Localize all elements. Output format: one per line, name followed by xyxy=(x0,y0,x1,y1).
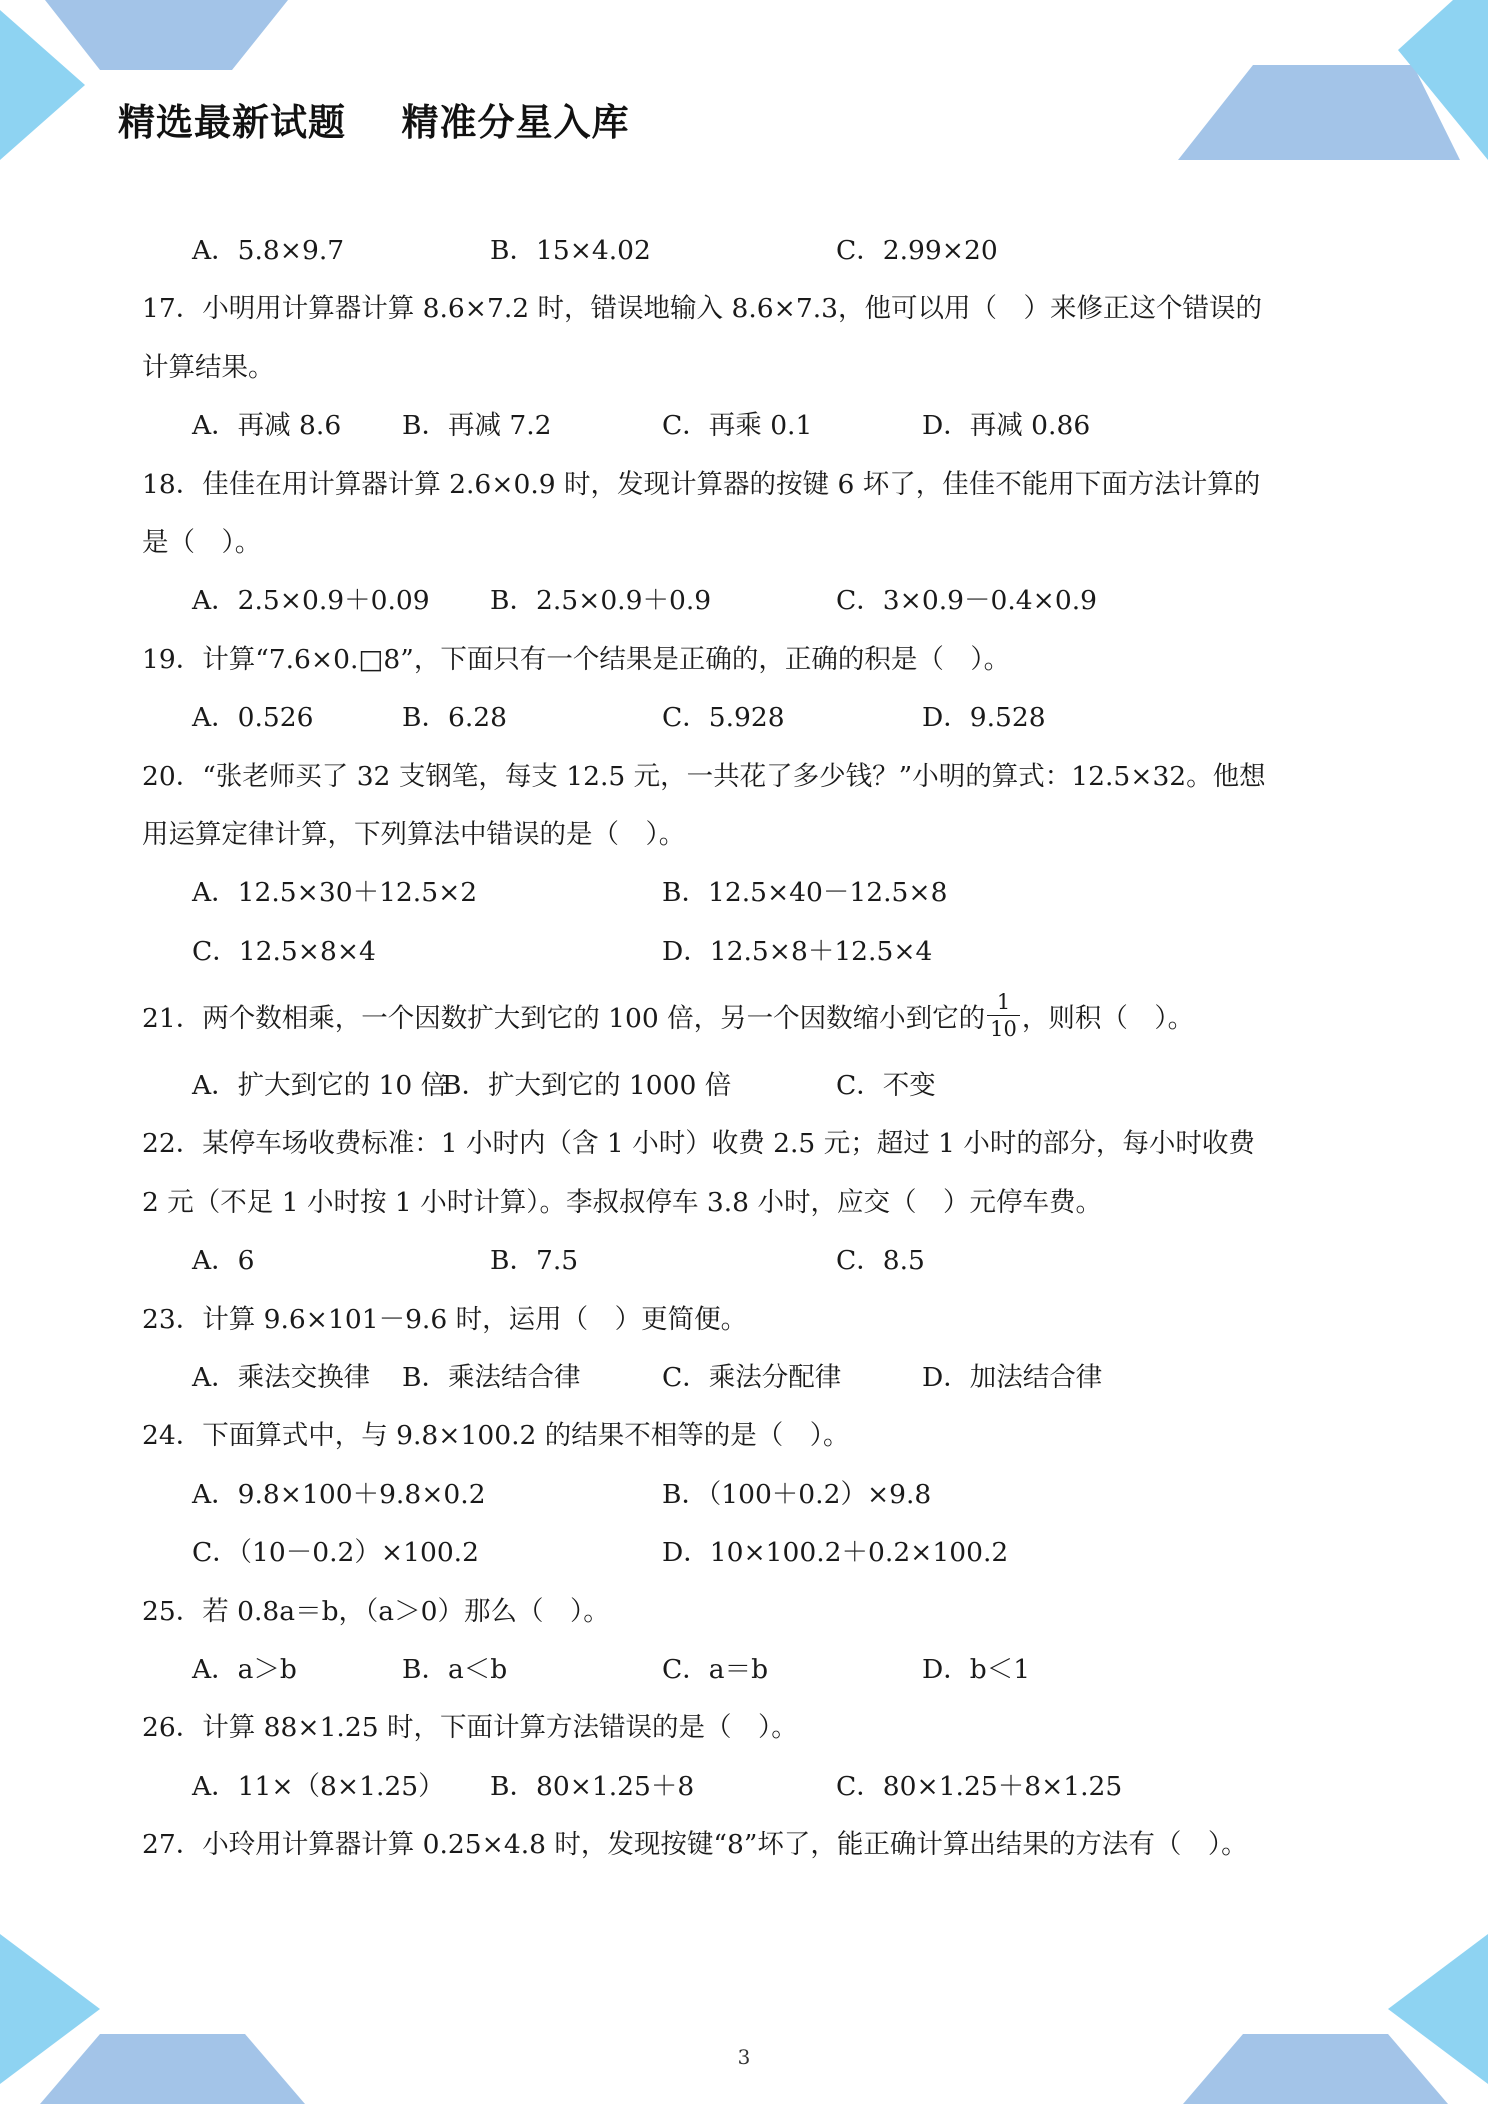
q26-option-a[interactable]: A．11×（8×1.25） xyxy=(192,1770,445,1802)
q16-option-a[interactable]: A．5.8×9.7 xyxy=(192,235,345,266)
q20-option-d[interactable]: D．12.5×8＋12.5×4 xyxy=(662,935,933,967)
page-number: 3 xyxy=(737,2045,751,2069)
q24-options-row1 xyxy=(142,1466,1362,1524)
q20-option-c[interactable]: C．12.5×8×4 xyxy=(192,935,376,967)
q25-option-d[interactable]: D．b＜1 xyxy=(922,1653,1031,1685)
q26-option-b[interactable]: B．80×1.25＋8 xyxy=(490,1770,695,1802)
q24-option-d[interactable]: D．10×100.2＋0.2×100.2 xyxy=(662,1537,1009,1569)
q25-option-c[interactable]: C．a＝b xyxy=(662,1653,769,1685)
q23-option-a[interactable]: A．乘法交换律 xyxy=(192,1362,371,1394)
q26-option-c[interactable]: C．80×1.25＋8×1.25 xyxy=(836,1770,1123,1802)
q23-stem: 23．计算 9.6×101－9.6 时，运用（ ）更简便。 xyxy=(142,1303,748,1335)
q21-fraction-denominator: 10 xyxy=(990,1017,1017,1042)
q20-options-row1 xyxy=(142,864,1362,922)
q17-option-b[interactable]: B．再减 7.2 xyxy=(402,410,552,442)
q18-option-b[interactable]: B．2.5×0.9＋0.9 xyxy=(490,585,712,617)
q18-stem-line2: 是（ ）。 xyxy=(142,526,262,558)
question-list xyxy=(142,222,1362,1875)
q19-option-a[interactable]: A．0.526 xyxy=(192,702,314,734)
q20-stem-line1: 20．“张老师买了 32 支钢笔，每支 12.5 元，一共花了多少钱？”小明的算式：12.5×32。他想 xyxy=(142,760,1266,792)
q22-stem-line1: 22．某停车场收费标准：1 小时内（含 1 小时）收费 2.5 元；超过 1 小时的部分，每小时收费 xyxy=(142,1128,1255,1160)
q20-options-row2 xyxy=(142,923,1362,981)
q22-option-c[interactable]: C．8.5 xyxy=(836,1245,925,1277)
q21-option-c[interactable]: C．不变 xyxy=(836,1070,936,1102)
q26-options xyxy=(142,1758,1362,1816)
q23-option-b[interactable]: B．乘法结合律 xyxy=(402,1362,581,1394)
q21-stem xyxy=(142,981,1362,1057)
q27-stem: 27．小玲用计算器计算 0.25×4.8 时，发现按键“8”坏了，能正确计算出结果的方法有（ ）。 xyxy=(142,1829,1248,1861)
q23-options xyxy=(142,1349,1362,1407)
q18-option-c[interactable]: C．3×0.9－0.4×0.9 xyxy=(836,585,1097,617)
q16-options xyxy=(142,222,1362,280)
q20-option-a[interactable]: A．12.5×30＋12.5×2 xyxy=(192,877,478,909)
q21-fraction-numerator: 1 xyxy=(987,992,1020,1016)
q21-option-b[interactable]: B．扩大到它的 1000 倍 xyxy=(442,1070,732,1102)
q17-options xyxy=(142,397,1362,455)
q19-option-b[interactable]: B．6.28 xyxy=(402,702,507,734)
q19-stem: 19．计算“7.6×0.□8”，下面只有一个结果是正确的，正确的积是（ ）。 xyxy=(142,643,1011,675)
q24-option-c[interactable]: C．（10－0.2）×100.2 xyxy=(192,1537,479,1569)
q24-stem: 24．下面算式中，与 9.8×100.2 的结果不相等的是（ ）。 xyxy=(142,1420,850,1452)
q25-options xyxy=(142,1641,1362,1699)
q21-stem-part2: ，则积（ ）。 xyxy=(1021,1003,1195,1035)
q22-options xyxy=(142,1232,1362,1290)
q21-stem-part1: 21．两个数相乘，一个因数扩大到它的 100 倍，另一个因数缩小到它的 xyxy=(142,1003,986,1035)
q25-option-a[interactable]: A．a＞b xyxy=(192,1653,297,1685)
q18-stem-line1: 18．佳佳在用计算器计算 2.6×0.9 时，发现计算器的按键 6 坏了，佳佳不能用下面方法计算的 xyxy=(142,468,1261,500)
q20-stem-line2: 用运算定律计算，下列算法中错误的是（ ）。 xyxy=(142,818,686,850)
q21-fraction xyxy=(987,992,1020,1040)
q24-option-a[interactable]: A．9.8×100＋9.8×0.2 xyxy=(192,1478,486,1510)
q24-option-b[interactable]: B．（100＋0.2）×9.8 xyxy=(662,1478,932,1510)
q22-option-b[interactable]: B．7.5 xyxy=(490,1245,579,1277)
q19-option-c[interactable]: C．5.928 xyxy=(662,702,785,734)
q17-option-c[interactable]: C．再乘 0.1 xyxy=(662,410,813,442)
q17-stem-line2: 计算结果。 xyxy=(142,351,275,383)
q18-options xyxy=(142,572,1362,630)
q19-options xyxy=(142,689,1362,747)
q18-option-a[interactable]: A．2.5×0.9＋0.09 xyxy=(192,585,430,617)
header-title: 精选最新试题 精准分星入库 xyxy=(118,101,630,144)
q22-stem-line2: 2 元（不足 1 小时按 1 小时计算）。李叔叔停车 3.8 小时，应交（ ）元停车费。 xyxy=(142,1186,1102,1218)
q19-option-d[interactable]: D．9.528 xyxy=(922,702,1046,734)
q23-option-d[interactable]: D．加法结合律 xyxy=(922,1362,1103,1394)
q23-option-c[interactable]: C．乘法分配律 xyxy=(662,1362,842,1394)
bottom-left-decoration xyxy=(0,1934,320,2104)
q21-options xyxy=(142,1057,1362,1115)
q21-option-a[interactable]: A．扩大到它的 10 倍 xyxy=(192,1070,448,1102)
q22-option-a[interactable]: A．6 xyxy=(192,1245,255,1277)
q20-option-b[interactable]: B．12.5×40－12.5×8 xyxy=(662,877,948,909)
q17-option-d[interactable]: D．再减 0.86 xyxy=(922,410,1091,442)
q16-option-b[interactable]: B．15×4.02 xyxy=(490,235,651,266)
q24-options-row2 xyxy=(142,1524,1362,1582)
top-right-decoration xyxy=(1168,0,1488,170)
q26-stem: 26．计算 88×1.25 时，下面计算方法错误的是（ ）。 xyxy=(142,1712,798,1744)
q25-option-b[interactable]: B．a＜b xyxy=(402,1653,508,1685)
q16-option-c[interactable]: C．2.99×20 xyxy=(836,235,998,266)
q17-stem-line1: 17．小明用计算器计算 8.6×7.2 时，错误地输入 8.6×7.3，他可以用（ ）来修正这个错误的 xyxy=(142,293,1262,325)
q25-stem: 25．若 0.8a＝b，（a＞0）那么（ ）。 xyxy=(142,1595,610,1627)
bottom-right-decoration xyxy=(1168,1934,1488,2104)
q17-option-a[interactable]: A．再减 8.6 xyxy=(192,410,342,442)
